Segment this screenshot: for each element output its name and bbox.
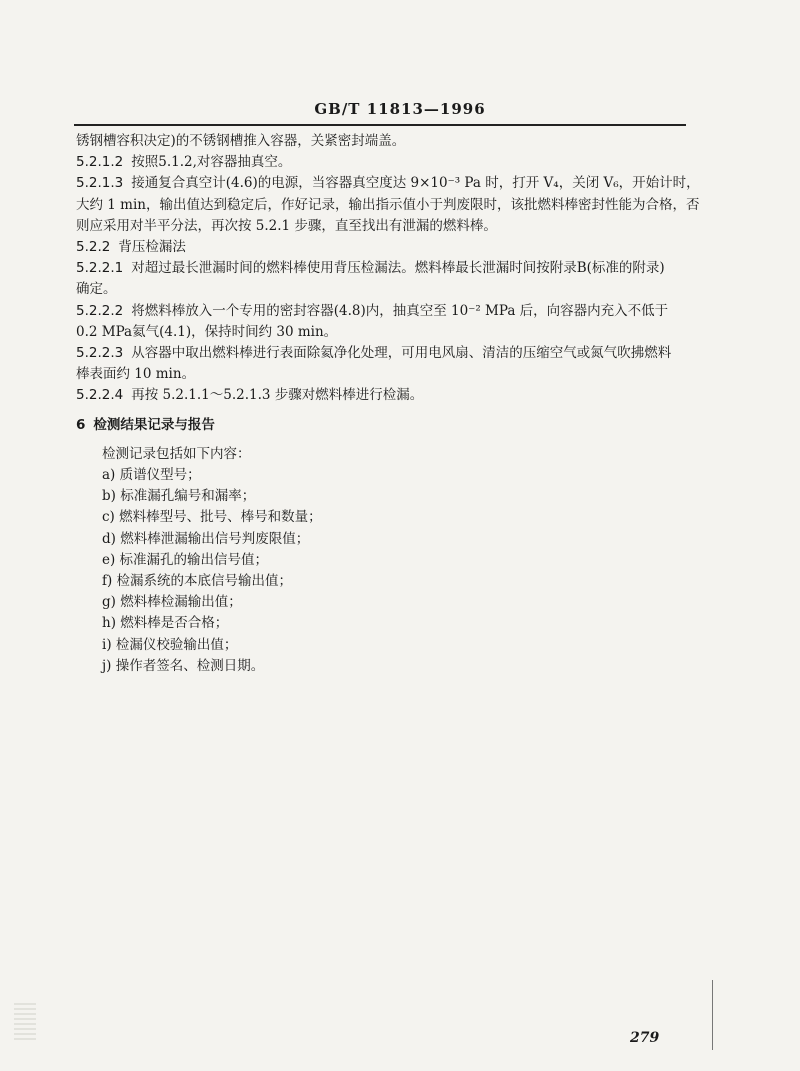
list-item: f) 检漏系统的本底信号输出值； (102, 573, 293, 590)
section-title: 检测结果记录与报告 (93, 416, 215, 433)
list-item: b) 标准漏孔编号和漏率； (102, 488, 256, 505)
clause-text: 将燃料棒放入一个专用的密封容器(4.8)内，抽真空至 10⁻² MPa 后，向容器内充入不低于 (131, 302, 669, 319)
list-item: j) 操作者签名、检测日期。 (102, 657, 265, 674)
list-item: h) 燃料棒是否合格； (102, 615, 229, 632)
paragraph-line: 0.2 MPa氦气(4.1)，保持时间约 30 min。 (76, 323, 338, 340)
section-6-heading (76, 415, 686, 436)
clause-text: 接通复合真空计(4.6)的电源，当容器真空度达 9×10⁻³ Pa 时，打开 V₄，关闭 V₆，开始计时， (131, 175, 700, 192)
standard-number-header: GB/T 11813—1996 (314, 100, 486, 118)
list-item: e) 标准漏孔的输出信号值； (102, 551, 269, 568)
paragraph-line: 锈钢槽容积决定)的不锈钢槽推入容器，关紧密封端盖。 (76, 133, 406, 149)
header-rule (74, 124, 686, 126)
section-number: 6 (76, 416, 86, 433)
list-item: d) 燃料棒泄漏输出信号判废限值； (102, 530, 310, 547)
clause-number: 5.2.1.3 (76, 175, 124, 192)
clause-number: 5.2.2.3 (76, 345, 124, 362)
clause-5-2-1-2 (76, 152, 686, 173)
page-number: 279 (630, 1030, 660, 1046)
list-item: g) 燃料棒检漏输出值； (102, 594, 242, 611)
clause-number: 5.2.2.4 (76, 387, 124, 404)
clause-number: 5.2.1.2 (76, 154, 124, 171)
document-body (76, 131, 700, 677)
list-item: a) 质谱仪型号； (102, 467, 201, 484)
clause-text: 按照5.1.2,对容器抽真空。 (131, 154, 292, 171)
clause-5-2-1-3 (76, 173, 700, 194)
clause-5-2-2-3 (76, 343, 686, 364)
paragraph-line: 棒表面约 10 min。 (76, 366, 196, 383)
list-item: c) 燃料棒型号、批号、棒号和数量； (102, 509, 322, 526)
clause-5-2-2-4 (76, 385, 686, 406)
clause-number: 5.2.2 (76, 239, 111, 256)
clause-title: 背压检漏法 (118, 239, 186, 256)
section-intro: 检测记录包括如下内容： (102, 445, 251, 462)
clause-number: 5.2.2.1 (76, 260, 124, 277)
scan-edge-line (712, 980, 713, 1050)
clause-text: 对超过最长泄漏时间的燃料棒使用背压检漏法。燃料棒最长泄漏时间按附录B(标准的附录) (131, 260, 665, 277)
clause-5-2-2 (76, 237, 686, 258)
list-item: i) 检漏仪校验输出值； (102, 636, 238, 653)
clause-5-2-2-2 (76, 301, 686, 322)
clause-text: 再按 5.2.1.1～5.2.1.3 步骤对燃料棒进行检漏。 (131, 387, 424, 404)
scan-artifact (14, 1000, 36, 1040)
paragraph-line: 确定。 (76, 281, 117, 298)
paragraph-line: 大约 1 min，输出值达到稳定后，作好记录，输出指示值小于判废限时，该批燃料棒密封性能为合格，否 (76, 196, 700, 213)
clause-text: 从容器中取出燃料棒进行表面除氦净化处理，可用电风扇、清洁的压缩空气或氮气吹拂燃料 (131, 345, 672, 362)
clause-number: 5.2.2.2 (76, 302, 124, 319)
paragraph-line: 则应采用对半平分法，再次按 5.2.1 步骤，直至找出有泄漏的燃料棒。 (76, 217, 497, 234)
clause-5-2-2-1 (76, 258, 686, 279)
